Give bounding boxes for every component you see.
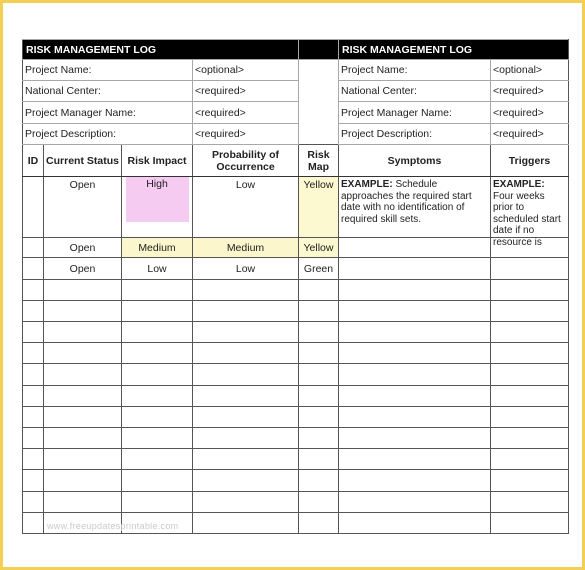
col-header-symptoms: Symptoms [339,145,491,177]
left-log-title: RISK MANAGEMENT LOG [23,40,299,60]
row-symptoms[interactable] [339,258,491,280]
row-risk-map[interactable]: Green [299,258,339,280]
row-probability[interactable]: Low [193,177,299,238]
table-row [23,492,569,513]
right-national-center-label: National Center: [339,81,491,102]
triggers-example-label: EXAMPLE: [493,179,545,190]
project-description-field[interactable]: <required> [193,124,299,145]
watermark-text: www.freeupdatesprintable.com [47,521,179,531]
table-row [23,470,569,492]
col-header-status: Current Status [44,145,122,177]
info-gap [299,102,339,124]
project-description-label: Project Description: [23,124,193,145]
table-row [23,238,569,258]
col-header-impact: Risk Impact [122,145,193,177]
row-impact-cell[interactable] [122,177,193,238]
table-row [23,386,569,407]
col-header-triggers: Triggers [491,145,569,177]
national-center-field[interactable]: <required> [193,81,299,102]
right-national-center-field[interactable]: <required> [491,81,569,102]
table-row [23,428,569,449]
row-risk-map[interactable]: Yellow [299,177,339,238]
row-id[interactable] [23,258,44,280]
col-header-id: ID [23,145,44,177]
right-project-manager-field[interactable]: <required> [491,102,569,124]
col-header-map: Risk Map [299,145,339,177]
table-row [23,177,569,238]
project-name-label: Project Name: [23,60,193,81]
table-row [23,258,569,280]
row-probability[interactable]: Medium [193,238,299,258]
title-spacer [299,40,339,60]
table-row [23,407,569,428]
row-id[interactable] [23,177,44,238]
row-impact[interactable]: Low [122,258,193,280]
row-impact: High [126,177,189,222]
project-manager-field[interactable]: <required> [193,102,299,124]
right-log-title: RISK MANAGEMENT LOG [339,40,569,60]
table-row [23,343,569,364]
table-row [23,364,569,386]
info-gap [299,60,339,81]
risk-log-table [22,39,569,534]
row-probability[interactable]: Low [193,258,299,280]
row-symptoms[interactable] [339,177,491,238]
row-impact[interactable]: Medium [122,238,193,258]
symptoms-example-label: EXAMPLE: [341,179,393,190]
col-header-probability: Probability of Occurrence [193,145,299,177]
info-gap [299,81,339,102]
row-risk-map[interactable]: Yellow [299,238,339,258]
info-gap [299,124,339,145]
national-center-label: National Center: [23,81,193,102]
row-triggers[interactable] [491,258,569,280]
table-row [23,322,569,343]
right-project-manager-label: Project Manager Name: [339,102,491,124]
right-project-description-field[interactable]: <required> [491,124,569,145]
symptoms-text: Schedule approaches the required start date with no identification of required skill sets. [341,179,472,225]
row-id[interactable] [23,238,44,258]
triggers-text: Four weeks prior to scheduled start date if no resource is [493,190,561,248]
document-page [3,3,582,567]
row-status[interactable]: Open [44,238,122,258]
right-project-description-label: Project Description: [339,124,491,145]
table-row [23,280,569,301]
project-manager-label: Project Manager Name: [23,102,193,124]
row-triggers[interactable] [491,177,569,248]
project-name-field[interactable]: <optional> [193,60,299,81]
right-project-name-label: Project Name: [339,60,491,81]
row-symptoms[interactable] [339,238,491,258]
right-project-name-field[interactable]: <optional> [491,60,569,81]
table-row [23,301,569,322]
row-status[interactable]: Open [44,177,122,238]
row-status[interactable]: Open [44,258,122,280]
table-row [23,449,569,470]
